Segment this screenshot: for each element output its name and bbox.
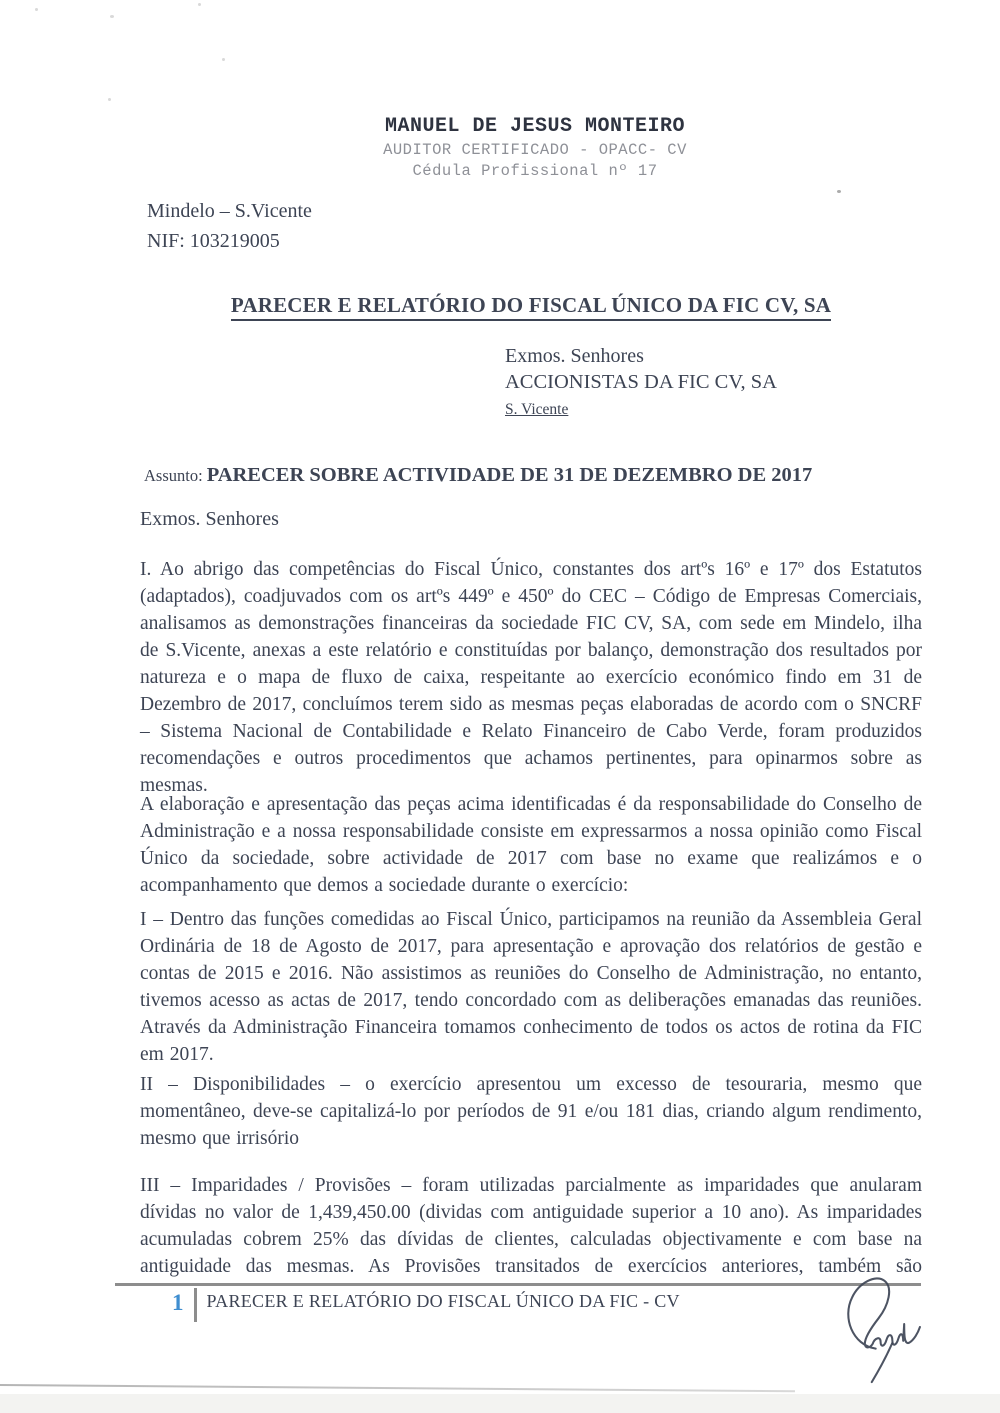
- footer-doc-title: PARECER E RELATÓRIO DO FISCAL ÚNICO DA FIC - CV: [206, 1291, 680, 1311]
- footer-rule: [115, 1283, 921, 1286]
- letterhead: [70, 115, 1000, 180]
- paragraph-4: II – Disponibilidades – o exercício apresentou um excesso de tesouraria, mesmo que momentâneo, deve-se capitalizá-lo por períodos de 91 e/ou 181 dias, criando algum rendimento, mesmo que irrisório: [140, 1074, 922, 1149]
- recipient-name: ACCIONISTAS DA FIC CV, SA: [505, 371, 777, 393]
- scan-speck: [222, 58, 225, 61]
- letterhead-name: MANUEL DE JESUS MONTEIRO: [384, 115, 686, 138]
- letterhead-role: AUDITOR CERTIFICADO - OPACC- CV: [383, 141, 687, 159]
- scan-speck: [108, 98, 111, 101]
- scan-edge-strip: [0, 1394, 1000, 1413]
- recipient-block: [505, 344, 777, 422]
- subject-label: Assunto:: [144, 466, 203, 485]
- scan-edge-line: [0, 1384, 795, 1392]
- signature-handwritten: [823, 1270, 948, 1388]
- subject-line: [144, 464, 812, 487]
- footer-divider: [194, 1288, 197, 1322]
- scan-speck: [198, 3, 201, 6]
- letterhead-cedula: Cédula Profissional nº 17: [412, 162, 658, 180]
- title-wrap: [140, 293, 922, 318]
- recipient-place: S. Vicente: [505, 401, 569, 418]
- scan-speck: [837, 190, 841, 193]
- subject-text: PARECER SOBRE ACTIVIDADE DE 31 DE DEZEMBRO DE 2017: [206, 464, 813, 486]
- greeting: Exmos. Senhores: [140, 508, 279, 530]
- sender-nif: NIF: 103219005: [147, 230, 280, 252]
- paragraph-1: I. Ao abrigo das competências do Fiscal Único, constantes dos artºs 16º e 17º dos Estatutos (adaptados), coadjuvados com os artºs 449º e 450º do CEC – Código de Empresas Comerciais, analisamos as demonstrações financeiras da sociedade FIC CV, SA, com sede em Mindelo, ilha de S.Vicente, anexas a este relatório e constituídas por balanço, demonstração dos resultados por natureza e o mapa de fluxo de caixa, respeitante ao exercício económico findo em 31 de Dezembro de 2017, concluímos terem sido as mesmas peças elaboradas de acordo com o SNCRF – Sistema Nacional de Contabilidade e Relato Financeiro de Cabo Verde, foram produzidos recomendações e outros procedimentos que achamos pertinentes, para opinarmos sobre as mesmas.: [140, 559, 922, 796]
- scan-speck: [110, 15, 114, 18]
- footer-page-number: 1: [172, 1290, 184, 1315]
- page-footer: [172, 1288, 680, 1322]
- paragraph-2: A elaboração e apresentação das peças acima identificadas é da responsabilidade do Conselho de Administração e a nossa responsabilidade consiste em expressarmos a nossa opinião como Fiscal Único da sociedade, sobre actividade de 2017 com base no exame que realizámos e o acompanhamento que demos a sociedade durante o exercício:: [140, 794, 922, 896]
- sender-location: Mindelo – S.Vicente: [147, 200, 312, 222]
- paragraph-3: I – Dentro das funções comedidas ao Fiscal Único, participamos na reunião da Assembleia Geral Ordinária de 18 de Agosto de 2017, para apresentação e aprovação dos relatórios de gestão e contas de 2015 e 2016. Não assistimos as reuniões do Conselho de Administração, no entanto, tivemos acesso as actas de 2017, tendo concordado com as deliberações emanadas das reuniões. Através da Administração Financeira tomamos conhecimento de todos os actos de rotina da FIC em 2017.: [140, 909, 922, 1065]
- scan-speck: [35, 8, 38, 11]
- paragraph-5: III – Imparidades / Provisões – foram utilizadas parcialmente as imparidades que anularam dívidas no valor de 1,439,450.00 (dividas com antiguidade superior a 10 ano). As imparidades acumuladas cobrem 25% das dívidas de clientes, calculadas objectivamente e com base na antiguidade das mesmas. As Provisões transitados de exercícios anteriores, também são: [140, 1175, 922, 1277]
- sender-block: [147, 196, 312, 256]
- document-title: PARECER E RELATÓRIO DO FISCAL ÚNICO DA FIC CV, SA: [231, 293, 831, 321]
- recipient-salutation: Exmos. Senhores: [505, 345, 644, 367]
